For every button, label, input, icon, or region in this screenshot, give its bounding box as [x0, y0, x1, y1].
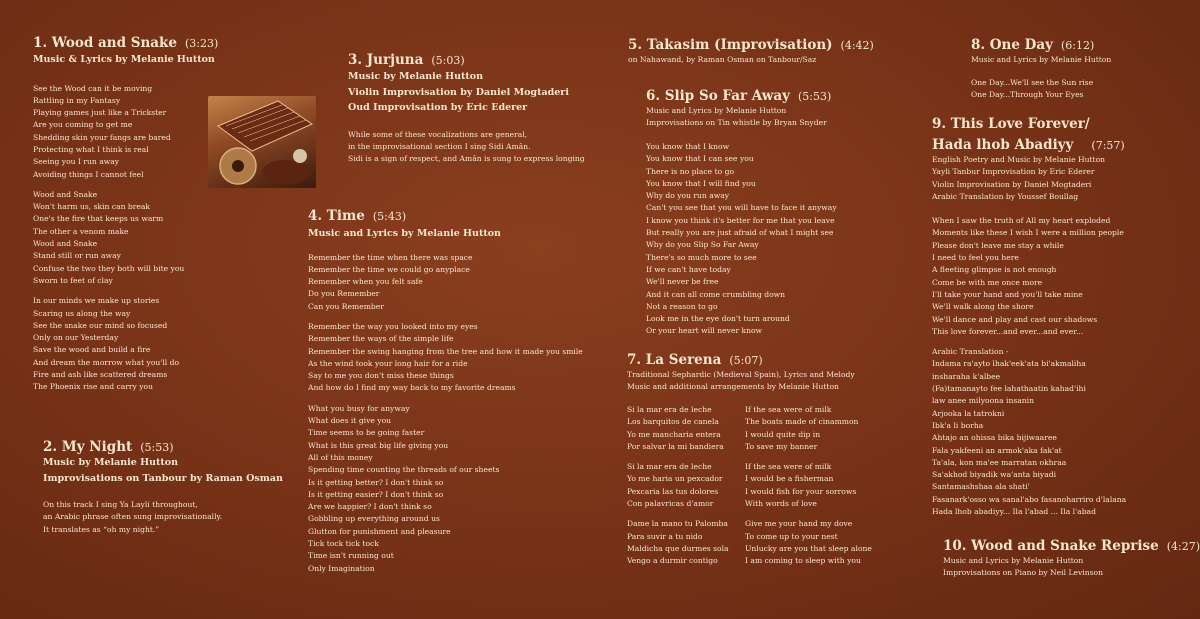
text-line: Fasanark'osso wa sanal'abo fasanoharriro d'lalana	[932, 494, 1127, 504]
text-line: Time seems to be going faster	[308, 428, 425, 438]
text-line: Sworn to feet of clay	[33, 275, 113, 285]
text-line: Remember the time when there was space	[308, 252, 473, 262]
text-line: If the sea were of milk	[745, 405, 832, 414]
text-line: The other a venom make	[33, 226, 129, 236]
text-line: Fire and ash like scattered dreams	[33, 370, 168, 380]
text-line: Time isn't running out	[308, 551, 394, 561]
text-line: Ahtajo an ohissa bika bijiwaaree	[932, 433, 1057, 443]
text-line: In our minds we make up stories	[33, 296, 160, 306]
track-1	[33, 35, 218, 394]
text-line: law anee milyoona insanin	[932, 396, 1034, 406]
text-line: What does it give you	[308, 416, 392, 426]
track-6-title: 6. Slip So Far Away (5:53)	[646, 88, 832, 104]
text-line: This love forever...and ever...and ever...	[932, 326, 1084, 336]
text-line: Vengo a durmir contigo	[627, 556, 718, 566]
stanza-break	[308, 395, 583, 403]
track-1-lyrics	[33, 83, 218, 394]
text-line: Protecting what I think is real	[33, 144, 149, 154]
text-line: Remember the swing hanging from the tree and how it made you smile	[308, 346, 583, 356]
text-line: It translates as “oh my night.”	[43, 524, 160, 534]
text-line: Arabic Translation by Youssef Boullag	[932, 191, 1079, 201]
text-line: insharaha k'albee	[932, 371, 1001, 381]
text-line: Remember the ways of the simple life	[308, 334, 454, 344]
text-line: Or your heart will never know	[646, 326, 763, 336]
text-line: The boats made of cinammon	[745, 417, 859, 427]
text-line: Pexcaria las tus dolores	[627, 486, 719, 496]
text-line: Is it getting better? I don't think so	[308, 477, 444, 487]
text-line: Si la mar era de leche	[627, 462, 712, 472]
track-4-title: 4. Time (5:43)	[308, 208, 407, 224]
text-line: But really you are just afraid of what I might see	[646, 228, 834, 238]
text-line: I am coming to sleep with you	[745, 556, 861, 566]
text-line: You know that I know	[646, 142, 730, 151]
text-line: Say to me you don't miss these things	[308, 371, 454, 381]
text-line: Si la mar era de leche	[627, 405, 712, 414]
text-line: Look me in the eye don't turn around	[646, 314, 790, 324]
stanza-break	[308, 313, 583, 321]
text-line: Para suvir a tu nido	[627, 531, 703, 541]
track-2-credit-music: Music by Melanie Hutton	[43, 457, 179, 468]
track-7-english-lyrics	[745, 404, 872, 568]
stanza-break	[627, 453, 727, 461]
text-line: Hada lhob abadiyy... Ila l'abad ... Ila l'abad	[932, 507, 1096, 517]
text-line: Playing games just like a Trickster	[33, 108, 167, 118]
track-8	[971, 37, 1111, 102]
text-line: What you busy for anyway	[308, 403, 410, 413]
track-1-credit: Music & Lyrics by Melanie Hutton	[33, 54, 215, 65]
track-5	[628, 37, 874, 66]
text-line: Remember the time we could go anyplace	[308, 264, 470, 274]
text-line: Only on our Yesterday	[33, 333, 119, 343]
album-art-image	[208, 96, 316, 188]
text-line: Are we happier? I don't think so	[308, 502, 432, 512]
text-line: We'll dance and play and cast our shadows	[932, 314, 1098, 324]
text-line: If the sea were of milk	[745, 462, 832, 472]
stanza-break	[745, 510, 872, 518]
track-8-title: 8. One Day (6:12)	[971, 37, 1095, 53]
text-line: What is this great big life giving you	[308, 440, 449, 450]
track-4-credit: Music and Lyrics by Melanie Hutton	[308, 228, 501, 239]
track-8-credit: Music and Lyrics by Melanie Hutton	[971, 55, 1112, 64]
track-6-lyrics	[646, 141, 837, 338]
text-line: To come up to your nest	[745, 531, 838, 541]
track-5-credit: on Nahawand, by Raman Osman on Tanbour/Saz	[628, 55, 817, 64]
track-6	[646, 88, 837, 338]
text-line: Seeing you I run away	[33, 157, 120, 167]
text-line: On this track I sing Ya Layli throughout,	[43, 500, 198, 509]
text-line: Yayli Tanbur Improvisation by Eric Ederer	[932, 167, 1095, 177]
track-6-credit-music: Music and Lyrics by Melanie Hutton	[646, 106, 787, 115]
text-line: The Phoenix rise and carry you	[33, 382, 153, 392]
text-line: Are you coming to get me	[33, 120, 133, 130]
text-line: English Poetry and Music by Melanie Hutton	[932, 155, 1106, 164]
text-line: Sidi is a sign of respect, and Amân is sung to express longing	[348, 154, 585, 164]
track-3-credit-oud: Oud Improvisation by Eric Ederer	[348, 102, 528, 113]
text-line: See the Wood can it be moving	[33, 83, 153, 93]
stanza-break	[627, 510, 727, 518]
text-line: Dame la mano tu Palomba	[627, 519, 728, 529]
text-line: Won't harm us, skin can break	[33, 202, 151, 212]
text-line: Arabic Translation -	[932, 347, 1009, 357]
track-9-credits	[932, 154, 1126, 203]
text-line: Remember when you felt safe	[308, 277, 423, 287]
text-line: (Fa)tamanayto fee lahathaatin kahad'ihi	[932, 384, 1086, 394]
text-line: Ibk'a li borha	[932, 420, 984, 430]
text-line: Can't you see that you will have to face it anyway	[646, 203, 837, 213]
text-line: With words of love	[745, 499, 817, 509]
text-line: Yo me haria un pexcador	[627, 474, 723, 484]
track-5-title: 5. Takasim (Improvisation) (4:42)	[628, 37, 874, 53]
text-line: To save my banner	[745, 441, 818, 451]
text-line: And dream the morrow what you'll do	[33, 357, 180, 367]
track-9	[932, 116, 1126, 518]
text-line: Gobbling up everything around us	[308, 514, 440, 524]
track-7-credit-arrangement: Music and additional arrangements by Melanie Hutton	[627, 382, 839, 391]
text-line: Do you Remember	[308, 289, 380, 299]
text-line: Why do you run away	[646, 191, 730, 201]
text-line: Tick tock tick tock	[308, 539, 379, 549]
text-line: One's the fire that keeps us warm	[33, 214, 164, 224]
text-line: Please don't leave me stay a while	[932, 240, 1064, 250]
text-line: Avoiding things I cannot feel	[33, 169, 144, 179]
text-line: Rattling in my Fantasy	[33, 95, 121, 105]
text-line: We'll walk along the shore	[932, 302, 1034, 312]
text-line: See the snake our mind so focused	[33, 320, 168, 330]
track-4	[308, 208, 583, 575]
text-line: And how do I find my way back to my favorite dreams	[308, 383, 516, 393]
track-10	[943, 538, 1200, 579]
text-line: Moments like these I wish I were a million people	[932, 228, 1124, 238]
stanza-break	[745, 453, 872, 461]
track-3-title: 3. Jurjuna (5:03)	[348, 52, 465, 68]
text-line: Glutton for punishment and pleasure	[308, 526, 451, 536]
track-4-lyrics	[308, 252, 583, 575]
text-line: Violin Improvisation by Daniel Mogtaderi	[932, 179, 1092, 189]
stanza-break	[33, 181, 218, 189]
text-line: You know that I will find you	[646, 178, 756, 188]
text-line: Los barquitos de canela	[627, 417, 719, 427]
text-line: We'll never be free	[646, 277, 719, 287]
text-line: And it can all come crumbling down	[646, 289, 786, 299]
text-line: Give me your hand my dove	[745, 519, 853, 529]
text-line: While some of these vocalizations are general,	[348, 129, 528, 139]
text-line: When I saw the truth of All my heart exploded	[932, 216, 1111, 226]
track-10-title: 10. Wood and Snake Reprise (4:27)	[943, 538, 1200, 554]
text-line: Only Imagination	[308, 563, 375, 573]
text-line: Arjooka la tatrokni	[932, 408, 1005, 418]
track-9-lyrics	[932, 215, 1126, 518]
text-line: Save the wood and build a fire	[33, 345, 151, 355]
text-line: One Day...Through Your Eyes	[971, 90, 1084, 100]
text-line: Ta'ala, kon ma'ee marratan okhraa	[932, 457, 1067, 467]
track-7-credit-traditional: Traditional Sephardic (Medieval Spain), Lyrics and Melody	[627, 370, 855, 379]
text-line: I'll take your hand and you'll take mine	[932, 289, 1083, 299]
track-3-notes	[348, 129, 585, 166]
text-line: Can you Remember	[308, 301, 384, 311]
text-line: There is no place to go	[646, 166, 735, 176]
text-line: Shedding skin your fangs are bared	[33, 132, 171, 142]
track-1-title: 1. Wood and Snake (3:23)	[33, 35, 219, 51]
track-9-title-english: 9. This Love Forever/	[932, 116, 1090, 132]
text-line: Yo me mancharia entera	[627, 429, 721, 439]
text-line: If we can't have today	[646, 264, 731, 274]
track-10-credit-piano: Improvisations on Piano by Neil Levinson	[943, 568, 1103, 577]
text-line: an Arabic phrase often sung improvisationally.	[43, 512, 223, 522]
text-line: I know you think it's better for me that you leave	[646, 215, 835, 225]
text-line: Fala yakfeeni an armok'aka fak'at	[932, 445, 1062, 455]
text-line: You know that I can see you	[646, 154, 754, 164]
text-line: Stand still or run away	[33, 251, 121, 261]
text-line: Indama ra'ayto lhak'eek'ata bi'akmaliha	[932, 359, 1086, 369]
text-line: Sa'akhod biyadik wa'anta biyadi	[932, 470, 1057, 480]
text-line: Santamashshaa ala shati'	[932, 482, 1030, 492]
track-3	[348, 52, 585, 165]
track-2-title: 2. My Night (5:53)	[43, 439, 174, 455]
text-line: Come be with me once more	[932, 277, 1043, 287]
track-3-credit-music: Music by Melanie Hutton	[348, 71, 484, 82]
text-line: Is it getting easier? I don't think so	[308, 489, 444, 499]
text-line: Wood and Snake	[33, 239, 98, 249]
stanza-break	[932, 338, 1126, 346]
stanza-break	[33, 287, 218, 295]
text-line: One Day...We'll see the Sun rise	[971, 78, 1094, 87]
text-line: Unlucky are you that sleep alone	[745, 543, 872, 553]
track-2-notes	[43, 499, 283, 536]
track-2	[43, 439, 283, 536]
track-10-credit-music: Music and Lyrics by Melanie Hutton	[943, 556, 1084, 565]
text-line: Confuse the two they both will bite you	[33, 263, 185, 273]
text-line: Scaring us along the way	[33, 308, 131, 318]
track-9-title-arabic: Hada lhob Abadiyy (7:57)	[932, 137, 1125, 153]
text-line: All of this money	[308, 452, 373, 462]
text-line: As the wind took your long hair for a ride	[308, 358, 468, 368]
text-line: I would fish for your sorrows	[745, 486, 857, 496]
track-2-credit-tanbour: Improvisations on Tanbour by Raman Osman	[43, 472, 283, 484]
track-6-credit-whistle: Improvisations on Tin whistle by Bryan Snyder	[646, 118, 827, 127]
text-line: Maldicha que durmes sola	[627, 543, 729, 553]
text-line: Not a reason to go	[646, 301, 718, 311]
track-3-credit-violin: Violin Improvisation by Daniel Mogtaderi	[348, 86, 569, 98]
text-line: Why do you Slip So Far Away	[646, 240, 759, 250]
text-line: Con palavricas d'amor	[627, 499, 714, 509]
text-line: Spending time counting the threads of our sheets	[308, 465, 500, 475]
text-line: I would be a fisherman	[745, 474, 834, 484]
track-8-lyrics	[971, 77, 1111, 102]
text-line: A fleeting glimpse is not enough	[932, 265, 1057, 275]
track-7-title: 7. La Serena (5:07)	[627, 352, 763, 368]
text-line: Por salvar la mi bandiera	[627, 441, 724, 451]
text-line: Wood and Snake	[33, 189, 98, 199]
track-7-spanish-lyrics	[627, 404, 727, 568]
text-line: There's so much more to see	[646, 252, 757, 262]
text-line: in the improvisational section I sing Sidi Amân.	[348, 141, 531, 151]
text-line: I would quite dip in	[745, 429, 821, 439]
track-7	[627, 352, 872, 568]
text-line: I need to feel you here	[932, 253, 1019, 263]
text-line: Remember the way you looked into my eyes	[308, 321, 478, 331]
